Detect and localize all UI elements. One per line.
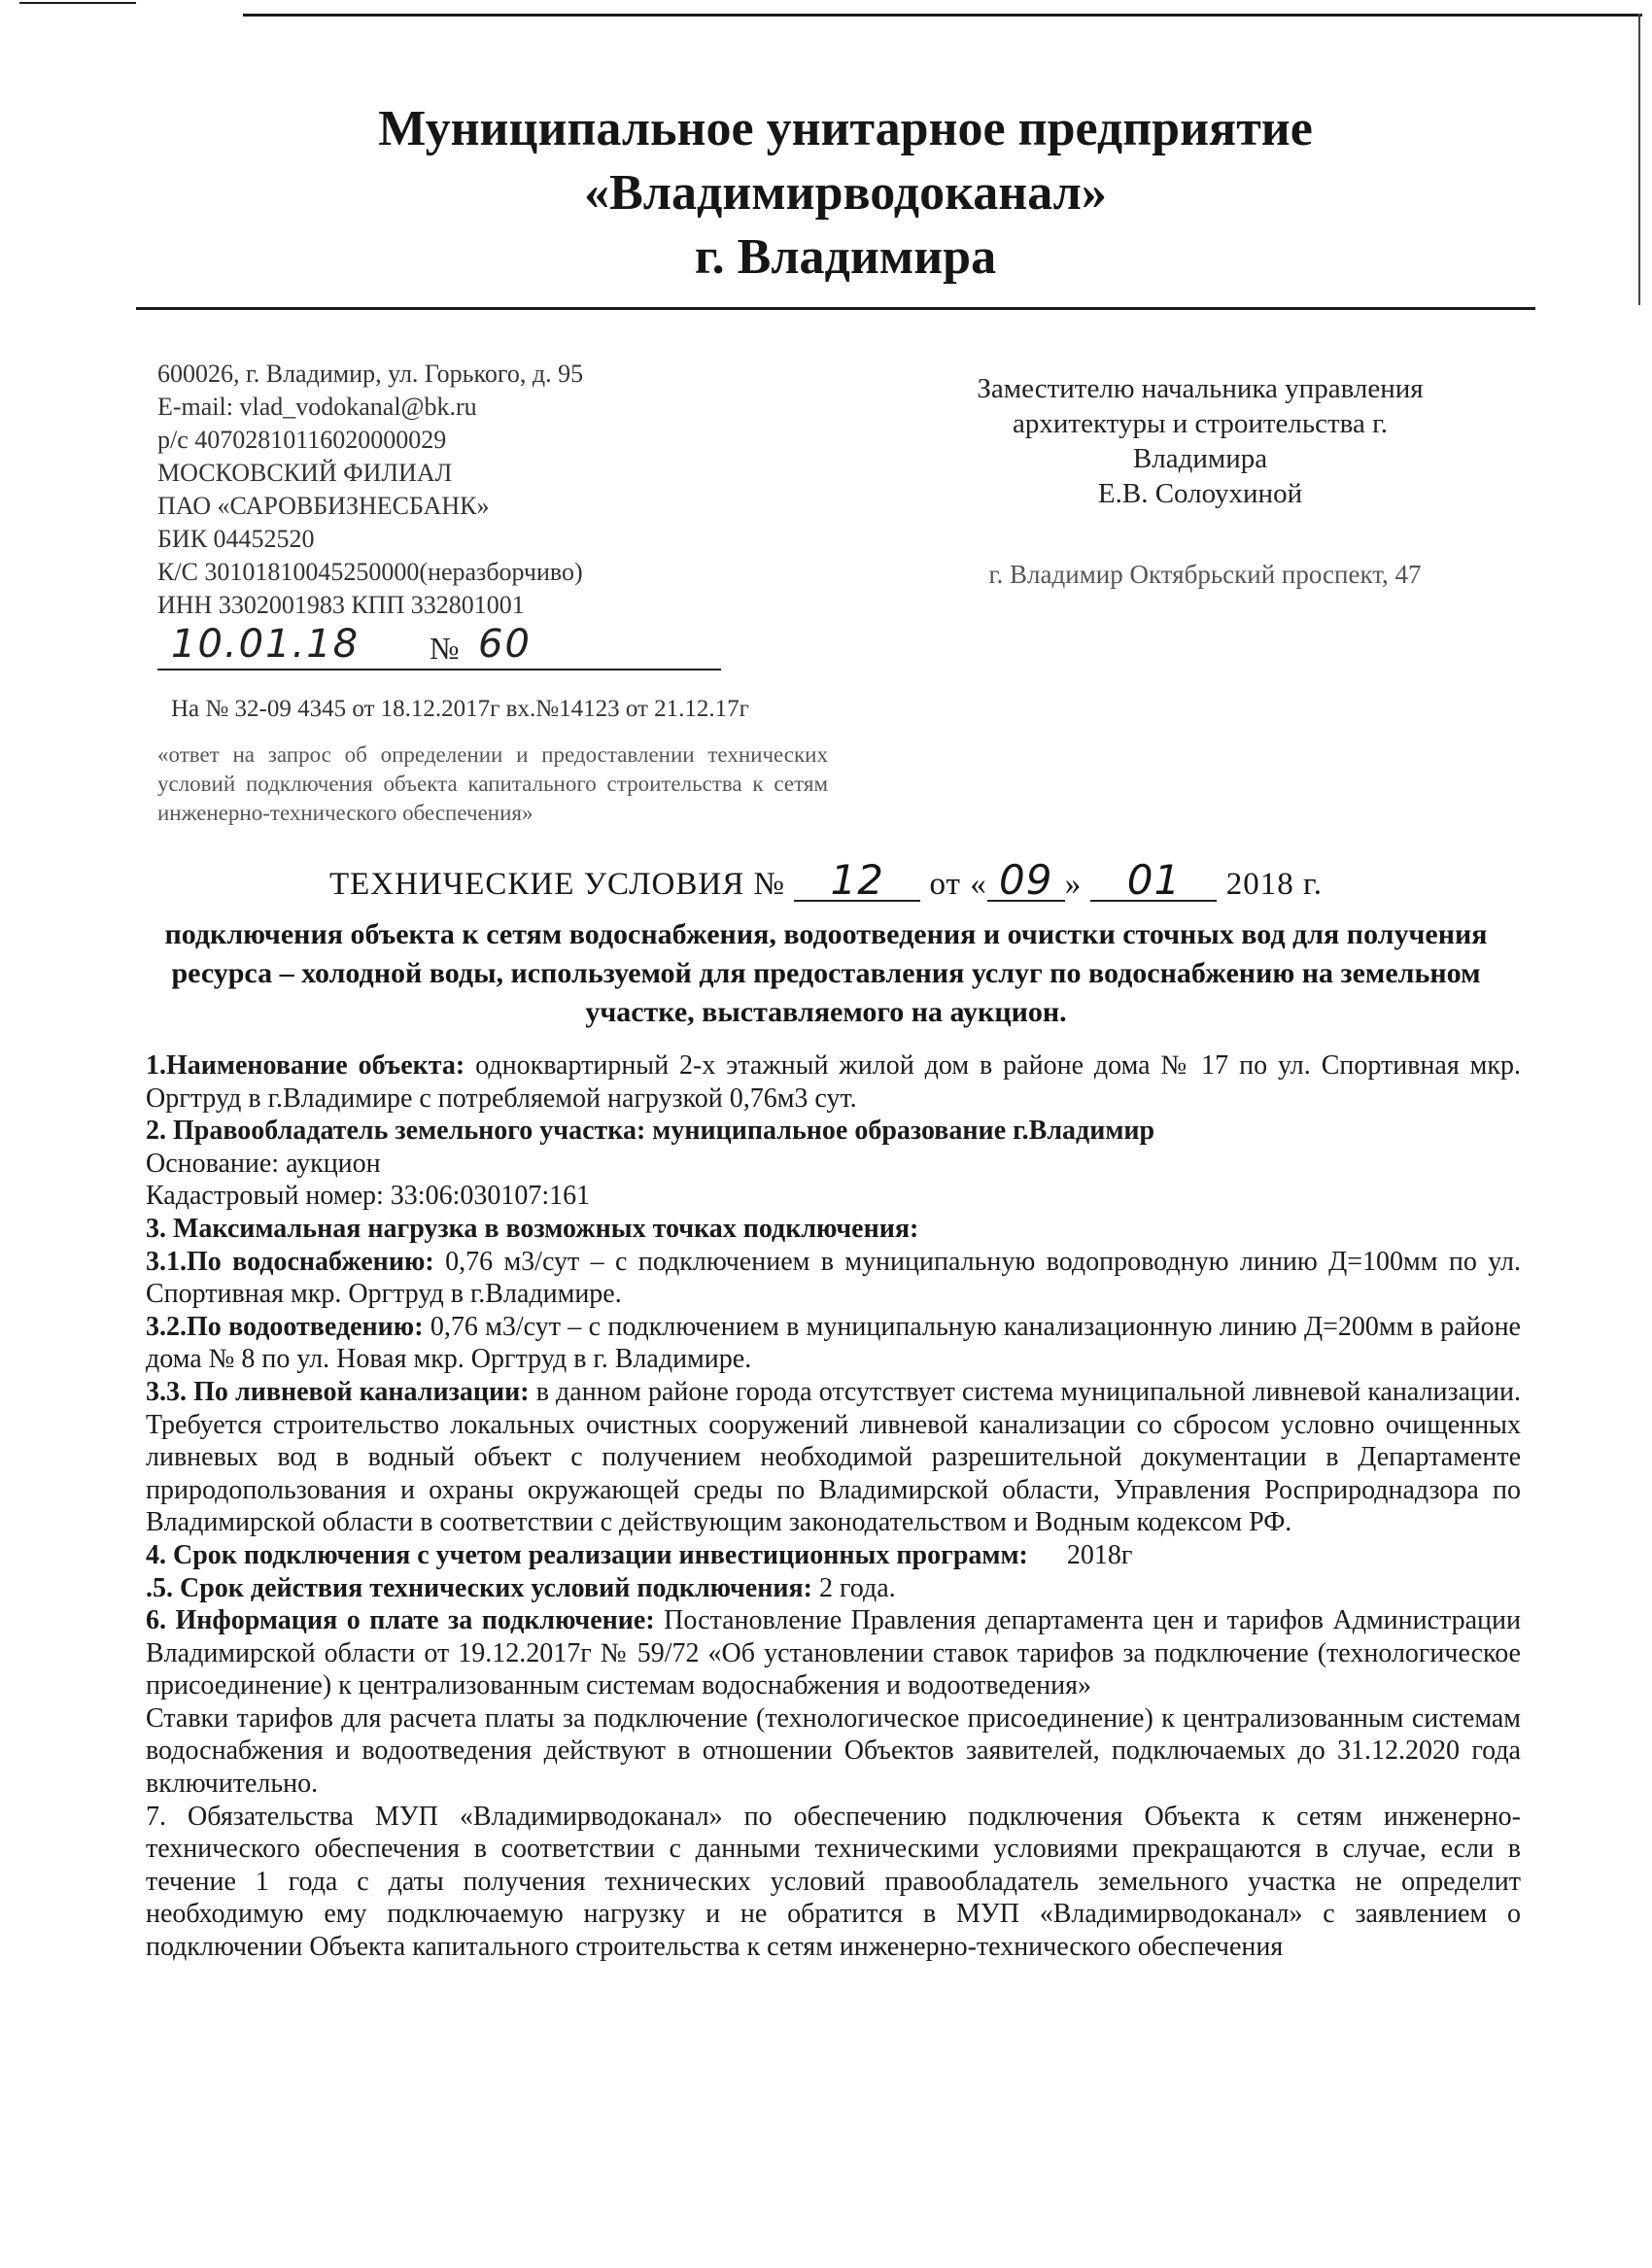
sender-corr-account: К/С 30101810045250000(неразборчиво) [157,558,583,586]
section-1-label: 1.Наименование объекта: [146,1050,465,1081]
registration-line [157,622,721,670]
sender-email: E-mail: vlad_vodokanal@bk.ru [157,393,477,421]
technical-conditions-subtitle: подключения объекта к сетям водоснабжения, водоотведения и очистки сточных вод для получения ресурса – холодной воды, используемой для предоставления услуг по водоснабжению на земельном участке, выставляемого на аукцион. [164,918,1488,1028]
conditions-month: 01 [1090,861,1217,902]
scan-edge-top-left [19,2,136,4]
date-from-label: от « [929,867,987,902]
section-6 [146,1604,1521,1702]
sender-bik: БИК 04452520 [157,525,315,553]
section-3-2-label: 3.2.По водоотведению: [146,1311,424,1342]
sender-requisites [157,358,838,622]
conditions-body [146,1049,1521,1964]
organization-header [224,97,1467,290]
section-7: 7. Обязательства МУП «Владимирводоканал» по обеспечению подключения Объекта к сетям инженерно-технического обеспечения в соответствии с данными техническими условиями прекращаются в случае, если в течение 1 года с даты получения технических условий правообладатель земельного участка не определит необходимую ему подключаемую нагрузку и не обратится в МУП «Владимирводоканал» с заявлением о подключении Объекта капитального строительства к сетям инженерно-технического обеспечения [146,1801,1521,1963]
registration-number: 60 [478,622,532,667]
section-3-3-text: в данном районе города отсутствует система муниципальной ливневой канализации. Требуется строительство локальных очистных сооружений ливневой канализации со сбросом условно очищенных ливневых вод в водный объект с получением необходимой разрешительной документации в Департаменте природопользования и охраны окружающей среды по Владимирской области, Управления Росприроднадзора по Владимирской области в соответствии с действующим законодательством и Водным кодексом РФ. [146,1376,1521,1538]
registration-date: 10.01.18 [171,622,361,667]
org-name: Муниципальное унитарное предприятие [378,101,1313,156]
sender-address: 600026, г. Владимир, ул. Горького, д. 95 [157,360,584,388]
scan-edge-top [243,14,1642,17]
date-separator: » [1064,867,1083,902]
sender-branch: МОСКОВСКИЙ ФИЛИАЛ [157,459,453,487]
scan-edge-right [1638,14,1640,305]
recipient-address: г. Владимир Октябрьский проспект, 47 [988,560,1422,589]
section-3-1-text: 0,76 м3/сут – с подключением в муниципальную водопроводную линию Д=100мм по ул. Спортивная мкр. Оргтруд в г.Владимире. [146,1246,1521,1310]
section-5-value: 2 года. [811,1572,896,1603]
header-divider [136,307,1535,310]
recipient-name: Е.В. Солоухиной [1097,478,1303,509]
section-3-1-label: 3.1.По водоснабжению: [146,1246,434,1277]
section-3-2 [146,1311,1521,1376]
org-brand: «Владимирводоканал» [584,165,1107,221]
registration-number-label: № [430,631,462,666]
conditions-day: 09 [987,861,1065,902]
recipient-position-line3: Владимира [1132,443,1268,474]
section-3-3 [146,1376,1521,1539]
section-6-label: 6. Информация о плате за подключение: [146,1605,655,1636]
section-3-1 [146,1246,1521,1311]
section-5-label: .5. Срок действия технических условий подключения: [146,1572,812,1603]
incoming-reference: На № 32-09 4345 от 18.12.2017г вх.№14123 от 21.12.17г [171,696,749,722]
section-3-3-label: 3.3. По ливневой канализации: [146,1376,530,1407]
conditions-year: 2018 г. [1225,867,1324,902]
section-6-note: Ставки тарифов для расчета платы за подключение (технологическое присоединение) к централизованным системам водоснабжения и водоотведения действуют в отношении Объектов заявителей, подключаемых до 31.12.2020 года включительно. [146,1702,1521,1800]
sender-inn: ИНН 3302001983 КПП 332801001 [157,591,525,619]
section-5 [146,1572,1521,1605]
section-2 [146,1115,1521,1148]
sender-bank: ПАО «САРОВБИЗНЕСБАНК» [157,492,490,520]
section-2-cadastre: Кадастровый номер: 33:06:030107:161 [146,1181,591,1212]
section-4-value: 2018г [1066,1539,1133,1570]
recipient-block [865,371,1535,511]
section-2-label: 2. Правообладатель земельного участка: муниципальное образование г.Владимир [146,1116,1155,1147]
org-city: г. Владимира [694,229,997,285]
technical-conditions-heading [146,855,1506,1032]
section-6-text: Постановление Правления департамента цен и тарифов Администрации Владимирской области от 19.12.2017г № 59/72 «Об установлении ставок тарифов за подключение (технологическое присоединение) к централизованным системам водоснабжения и водоотведения» [146,1605,1521,1701]
technical-conditions-title [146,856,1506,904]
section-3-2-text: 0,76 м3/сут – с подключением в муниципальную канализационную линию Д=200мм в районе дома № 8 по ул. Новая мкр. Оргтруд в г. Владимире. [146,1311,1521,1375]
conditions-number: 12 [794,861,920,902]
section-4 [146,1539,1521,1572]
section-3 [146,1213,1521,1246]
title-prefix: ТЕХНИЧЕСКИЕ УСЛОВИЯ № [328,867,785,902]
section-1-text: одноквартирный 2-х этажный жилой дом в районе дома № 17 по ул. Спортивная мкр. Оргтруд в г.Владимире с потребляемой нагрузкой 0,76м3 сут. [146,1050,1521,1114]
recipient-position-line2: архитектуры и строительства г. [1013,408,1388,439]
sender-account: р/с 40702810116020000029 [157,426,447,454]
section-3-label: 3. Максимальная нагрузка в возможных точках подключения: [146,1213,919,1244]
letter-subject: «ответ на запрос об определении и предоставлении технических условий подключения объекта капитального строительства к сетям инженерно-технического обеспечения» [157,742,828,825]
recipient-position-line1: Заместителю начальника управления [977,373,1424,404]
section-2-basis: Основание: аукцион [146,1148,381,1179]
section-1 [146,1049,1521,1115]
section-4-label: 4. Срок подключения с учетом реализации инвестиционных программ: [146,1539,1028,1570]
